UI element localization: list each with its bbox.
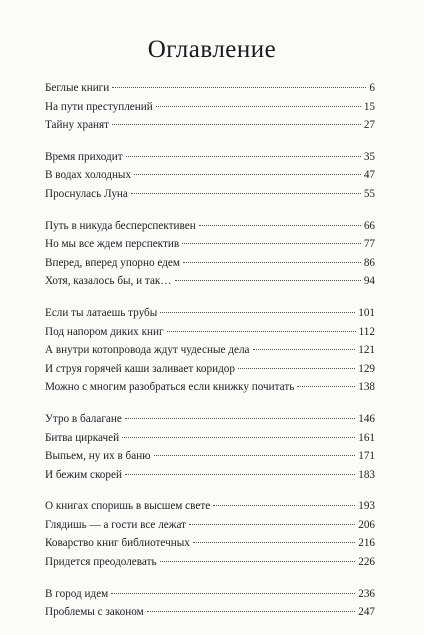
chapter-title: Проснулась Луна <box>45 187 128 200</box>
chapter-title: Под напором диких книг <box>45 325 164 338</box>
dot-leader <box>213 505 355 506</box>
toc-entry[interactable] <box>45 304 375 323</box>
toc-entry[interactable] <box>45 272 375 291</box>
table-of-contents <box>45 79 375 635</box>
chapter-title: И струя горячей каши заливает коридор <box>45 362 235 375</box>
chapter-title: Если ты латаешь трубы <box>45 306 158 319</box>
chapter-title: Путь в никуда бесперспективен <box>45 219 196 232</box>
dot-leader <box>253 349 356 350</box>
page-number: 193 <box>358 500 375 513</box>
toc-section <box>45 79 375 135</box>
chapter-title: Глядишь — а гости все лежат <box>45 518 187 531</box>
dot-leader <box>175 280 361 281</box>
chapter-title: Но мы все ждем перспектив <box>45 238 180 251</box>
dot-leader <box>183 262 361 263</box>
chapter-title: И бежим скорей <box>45 468 122 481</box>
page-number: 216 <box>358 537 375 550</box>
page-number: 27 <box>363 119 375 132</box>
toc-entry[interactable] <box>45 378 375 397</box>
toc-entry[interactable] <box>45 166 375 185</box>
page-number: 86 <box>363 256 375 269</box>
dot-leader <box>122 437 355 438</box>
page-number: 101 <box>358 306 375 319</box>
dot-leader <box>182 243 361 244</box>
chapter-title: Утро в балагане <box>45 412 122 425</box>
toc-entry[interactable] <box>45 217 375 236</box>
page-number: 236 <box>358 587 375 600</box>
chapter-title: О книгах споришь в высшем свете <box>45 500 211 513</box>
page-number: 146 <box>358 412 375 425</box>
chapter-title: А внутри котопровода ждут чудесные дела <box>45 344 250 357</box>
chapter-title: Вперед, вперед упорно едем <box>45 256 180 269</box>
toc-entry[interactable] <box>45 603 375 622</box>
toc-section <box>45 585 375 622</box>
dot-leader <box>126 156 361 157</box>
dot-leader <box>147 611 356 612</box>
toc-entry[interactable] <box>45 116 375 135</box>
chapter-title: Время приходит <box>45 150 123 163</box>
toc-section <box>45 217 375 291</box>
page-title: Оглавление <box>147 36 277 63</box>
page-number: 94 <box>363 275 375 288</box>
chapter-title: Проблемы с законом <box>45 606 144 619</box>
toc-entry[interactable] <box>45 534 375 553</box>
dot-leader <box>189 524 355 525</box>
chapter-title: На пути преступлений <box>45 100 153 113</box>
toc-entry[interactable] <box>45 516 375 535</box>
toc-entry[interactable] <box>45 585 375 604</box>
page-number: 247 <box>358 606 375 619</box>
dot-leader <box>111 593 355 594</box>
chapter-title: Хотя, казалось бы, и так… <box>45 275 172 288</box>
dot-leader <box>160 312 355 313</box>
toc-section <box>45 304 375 397</box>
dot-leader <box>160 561 356 562</box>
chapter-title: Беглые книги <box>45 82 110 94</box>
toc-section <box>45 497 375 571</box>
dot-leader <box>134 174 361 175</box>
chapter-title: В водах холодных <box>45 169 132 182</box>
page-number: 129 <box>358 362 375 375</box>
toc-entry[interactable] <box>45 410 375 429</box>
page-number: 161 <box>358 431 375 444</box>
chapter-title: Можно с многим разобраться если книжку почитать <box>45 381 295 394</box>
dot-leader <box>156 106 361 107</box>
chapter-title: Битва циркачей <box>45 431 120 444</box>
toc-entry[interactable] <box>45 323 375 342</box>
dot-leader <box>125 474 355 475</box>
dot-leader <box>154 455 356 456</box>
page-number: 171 <box>358 450 375 463</box>
toc-entry[interactable] <box>45 447 375 466</box>
toc-entry[interactable] <box>45 429 375 448</box>
chapter-title: В город идем <box>45 587 109 600</box>
chapter-title: Тайну хранят <box>45 119 110 132</box>
page-number: 112 <box>358 325 375 338</box>
toc-entry[interactable] <box>45 497 375 516</box>
page-number: 35 <box>363 150 375 163</box>
chapter-title: Выпьем, ну их в баню <box>45 450 151 463</box>
toc-entry[interactable] <box>45 254 375 273</box>
toc-entry[interactable] <box>45 360 375 379</box>
toc-section <box>45 410 375 484</box>
dot-leader <box>131 193 361 194</box>
dot-leader <box>112 87 366 88</box>
page-number: 138 <box>358 381 375 394</box>
chapter-title: Коварство книг библиотечных <box>45 537 190 550</box>
page-number: 15 <box>363 100 375 113</box>
page-number: 6 <box>369 82 375 94</box>
dot-leader <box>112 124 361 125</box>
chapter-title: Придется преодолевать <box>45 556 157 569</box>
dot-leader <box>199 225 361 226</box>
toc-entry[interactable] <box>45 466 375 485</box>
toc-section <box>45 148 375 204</box>
toc-entry[interactable] <box>45 79 375 98</box>
page-number: 77 <box>363 238 375 251</box>
toc-entry[interactable] <box>45 553 375 572</box>
dot-leader <box>125 418 355 419</box>
page-number: 47 <box>363 169 375 182</box>
page-number: 183 <box>358 468 375 481</box>
dot-leader <box>167 331 356 332</box>
page-number: 226 <box>358 556 375 569</box>
toc-entry[interactable] <box>45 235 375 254</box>
dot-leader <box>238 368 355 369</box>
page-number: 55 <box>363 187 375 200</box>
toc-entry[interactable] <box>45 148 375 167</box>
dot-leader <box>193 542 355 543</box>
page-number: 206 <box>358 518 375 531</box>
dot-leader <box>297 386 355 387</box>
page-number: 66 <box>363 219 375 232</box>
toc-entry[interactable] <box>45 341 375 360</box>
toc-entry[interactable] <box>45 185 375 204</box>
toc-entry[interactable] <box>45 98 375 117</box>
page-number: 121 <box>358 344 375 357</box>
